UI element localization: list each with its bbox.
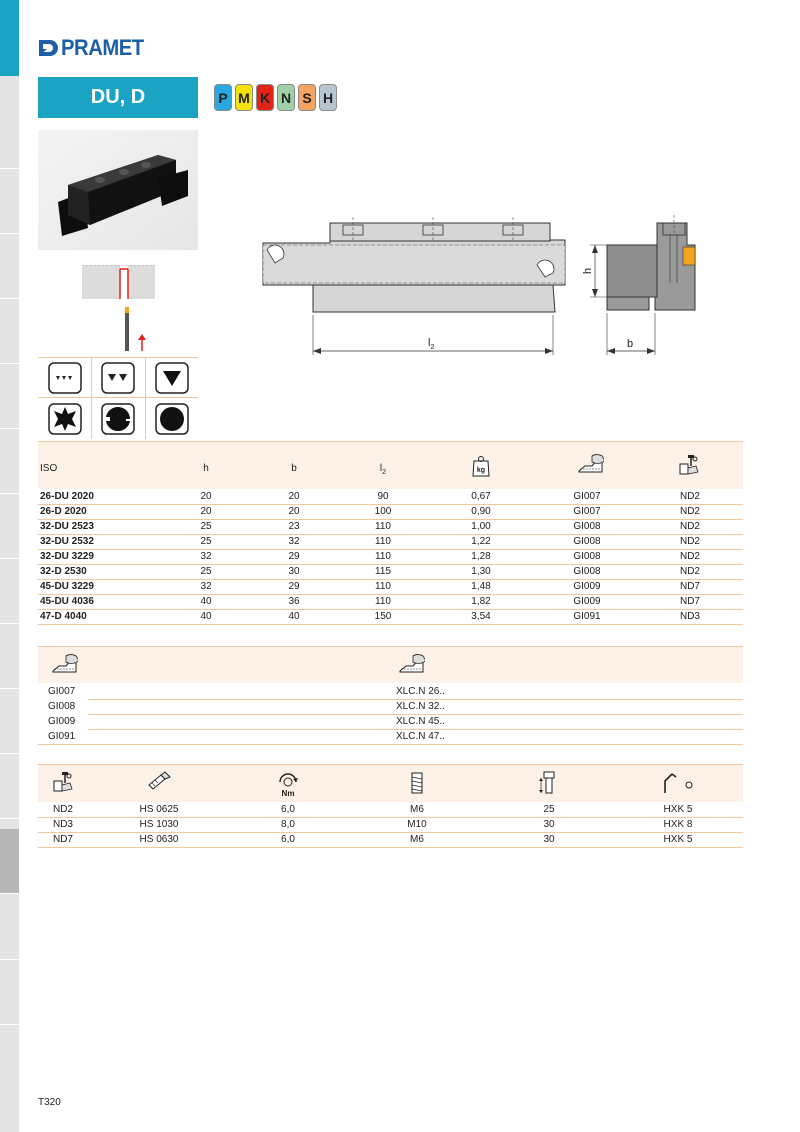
cell-l2: 110 (375, 596, 391, 607)
index-tab-active (0, 829, 19, 894)
cell-weight: 1,82 (471, 596, 491, 607)
weight-icon (472, 455, 490, 477)
cell-b: 20 (288, 491, 300, 502)
index-tab (0, 754, 19, 819)
weight-unit: kg (476, 467, 486, 474)
cell-blade: GI008 (573, 521, 601, 532)
cell-length: 25 (543, 804, 555, 815)
dimension-h-label: h (582, 267, 594, 274)
table-row (38, 729, 743, 745)
material-badge-h: H (319, 84, 337, 111)
table-row (38, 684, 743, 700)
cell-h: 20 (200, 506, 212, 517)
table-row (38, 699, 743, 715)
cell-code: ND7 (52, 834, 74, 845)
cell-screw: ND2 (679, 536, 701, 547)
cell-screw: HS 0630 (139, 834, 179, 845)
table-row (38, 489, 743, 505)
grooving-sketch (82, 265, 155, 299)
index-tab (0, 960, 19, 1025)
product-title-box (38, 77, 198, 118)
cell-code: ND3 (52, 819, 74, 830)
cell-weight: 1,28 (471, 551, 491, 562)
blade-type-icon (399, 654, 425, 674)
screw-icon (147, 771, 171, 791)
cell-screw: ND2 (679, 521, 701, 532)
cell-key: HXK 8 (663, 819, 693, 830)
cell-screw: ND2 (679, 491, 701, 502)
product-photo (38, 130, 198, 250)
cell-screw: ND2 (679, 566, 701, 577)
cell-h: 32 (200, 581, 212, 592)
material-badge-n: N (277, 84, 295, 111)
cell-b: 20 (288, 506, 300, 517)
cell-blade: XLC.N 32.. (396, 701, 445, 712)
cell-b: 29 (288, 551, 300, 562)
cell-iso: 26-DU 2020 (40, 491, 94, 502)
table-row (38, 594, 743, 610)
index-tab (0, 624, 19, 689)
dimension-l2-label: $l_2$ (428, 337, 435, 351)
cell-code: GI009 (48, 716, 76, 727)
clamp-screw-icon (52, 771, 74, 793)
index-tab-strip (0, 0, 19, 1132)
cell-iso: 26-D 2020 (40, 506, 87, 517)
header-l2: $l_2$ (379, 463, 387, 476)
table-row (38, 504, 743, 520)
cell-thread: M6 (410, 804, 424, 815)
material-badge-s: S (298, 84, 316, 111)
main-table-header (38, 441, 743, 489)
blade-icon (52, 654, 78, 674)
cell-iso: 32-DU 2532 (40, 536, 94, 547)
cell-blade: XLC.N 26.. (396, 686, 445, 697)
header-iso: ISO (40, 463, 58, 474)
cell-blade: GI008 (573, 566, 601, 577)
technical-drawing (255, 205, 725, 365)
cell-l2: 110 (375, 551, 391, 562)
cell-weight: 3,54 (471, 611, 491, 622)
cell-l2: 110 (375, 581, 391, 592)
cell-blade: GI008 (573, 551, 601, 562)
cell-h: 25 (200, 536, 212, 547)
material-badge-k: K (256, 84, 274, 111)
brand-logo (38, 37, 151, 59)
cell-l2: 110 (375, 521, 391, 532)
table-row (38, 519, 743, 535)
table-row (38, 817, 743, 833)
cell-screw: ND2 (679, 551, 701, 562)
cell-h: 25 (200, 566, 212, 577)
material-badge-m: M (235, 84, 253, 111)
index-tab-accent (0, 0, 19, 76)
cell-blade: GI009 (573, 581, 601, 592)
cell-iso: 45-DU 3229 (40, 581, 94, 592)
cell-code: ND2 (52, 804, 74, 815)
cell-blade: GI091 (573, 611, 601, 622)
screw-table (38, 764, 743, 849)
cell-l2: 90 (377, 491, 389, 502)
semi-interrupted-cut-icon (101, 403, 135, 435)
cell-length: 30 (543, 834, 555, 845)
torque-unit: Nm (281, 789, 295, 798)
cell-iso: 32-D 2530 (40, 566, 87, 577)
cell-h: 32 (200, 551, 212, 562)
clamp-screw-icon (678, 454, 700, 476)
hex-key-icon (662, 771, 696, 795)
cell-code: GI007 (48, 686, 76, 697)
cell-weight: 1,30 (471, 566, 491, 577)
cell-blade: GI007 (573, 491, 601, 502)
screw-length-icon (539, 771, 559, 795)
cell-torque: 8,0 (281, 819, 295, 830)
cell-torque: 6,0 (281, 834, 295, 845)
index-tab (0, 689, 19, 754)
light-cut-icon (48, 362, 82, 394)
cell-blade: XLC.N 45.. (396, 716, 445, 727)
cell-key: HXK 5 (663, 834, 693, 845)
cell-iso: 47-D 4040 (40, 611, 87, 622)
blade-table-header (38, 646, 743, 683)
cell-code: GI008 (48, 701, 76, 712)
table-row (38, 609, 743, 625)
application-icons (38, 357, 198, 439)
blade-icon (578, 454, 604, 474)
index-tab (0, 299, 19, 364)
index-tab (0, 169, 19, 234)
cell-code: GI091 (48, 731, 76, 742)
thread-icon (410, 772, 424, 794)
page-number: T320 (38, 1097, 61, 1108)
cell-b: 36 (288, 596, 300, 607)
cell-b: 30 (288, 566, 300, 577)
cell-thread: M10 (407, 819, 427, 830)
main-table (38, 441, 743, 627)
cell-weight: 0,67 (471, 491, 491, 502)
cell-screw: ND7 (679, 581, 701, 592)
cell-l2: 150 (374, 611, 392, 622)
cell-weight: 1,00 (471, 521, 491, 532)
cell-h: 40 (200, 596, 212, 607)
cell-h: 20 (200, 491, 212, 502)
cell-l2: 110 (375, 536, 391, 547)
cell-b: 23 (288, 521, 300, 532)
table-row (38, 579, 743, 595)
cell-h: 25 (200, 521, 212, 532)
cell-screw: ND3 (679, 611, 701, 622)
cell-screw: ND2 (679, 506, 701, 517)
cell-weight: 1,48 (471, 581, 491, 592)
index-tab (0, 559, 19, 624)
dimension-b-label: b (627, 338, 634, 350)
cell-torque: 6,0 (281, 804, 295, 815)
index-tab (0, 895, 19, 960)
table-row (38, 564, 743, 580)
cell-iso: 32-DU 2523 (40, 521, 94, 532)
index-tab (0, 429, 19, 494)
torque-icon (275, 770, 301, 798)
cell-screw: HS 0625 (139, 804, 179, 815)
cell-length: 30 (543, 819, 555, 830)
index-tab (0, 494, 19, 559)
cell-key: HXK 5 (663, 804, 693, 815)
cell-weight: 1,22 (471, 536, 491, 547)
table-row (38, 802, 743, 818)
cell-blade: XLC.N 47.. (396, 731, 445, 742)
header-h: h (203, 463, 209, 474)
index-tab (0, 234, 19, 299)
cell-iso: 32-DU 3229 (40, 551, 94, 562)
product-title: DU, D (90, 86, 146, 108)
continuous-cut-icon (155, 403, 189, 435)
feed-direction-sketch (122, 305, 152, 353)
brand-logo-icon (38, 38, 58, 58)
cell-thread: M6 (410, 834, 424, 845)
table-row (38, 534, 743, 550)
index-tab (0, 364, 19, 429)
cell-blade: GI009 (573, 596, 601, 607)
cell-blade: GI007 (573, 506, 601, 517)
heavy-cut-icon (155, 362, 189, 394)
medium-cut-icon (101, 362, 135, 394)
cell-screw: ND7 (679, 596, 701, 607)
interrupted-cut-icon (48, 403, 82, 435)
table-row (38, 832, 743, 848)
cell-b: 32 (288, 536, 300, 547)
cell-l2: 115 (375, 566, 391, 577)
cell-b: 40 (288, 611, 300, 622)
table-row (38, 714, 743, 730)
cell-blade: GI008 (573, 536, 601, 547)
cell-iso: 45-DU 4036 (40, 596, 94, 607)
cell-h: 40 (200, 611, 212, 622)
index-tab (0, 104, 19, 169)
cell-screw: HS 1030 (139, 819, 179, 830)
material-badge-p: P (214, 84, 232, 111)
screw-table-header (38, 764, 743, 802)
material-badges (214, 84, 337, 111)
cell-b: 29 (288, 581, 300, 592)
table-row (38, 549, 743, 565)
blade-table (38, 646, 743, 746)
header-b: b (291, 463, 297, 474)
cell-l2: 100 (374, 506, 392, 517)
cell-weight: 0,90 (471, 506, 491, 517)
brand-name: PRAMET (61, 35, 144, 60)
